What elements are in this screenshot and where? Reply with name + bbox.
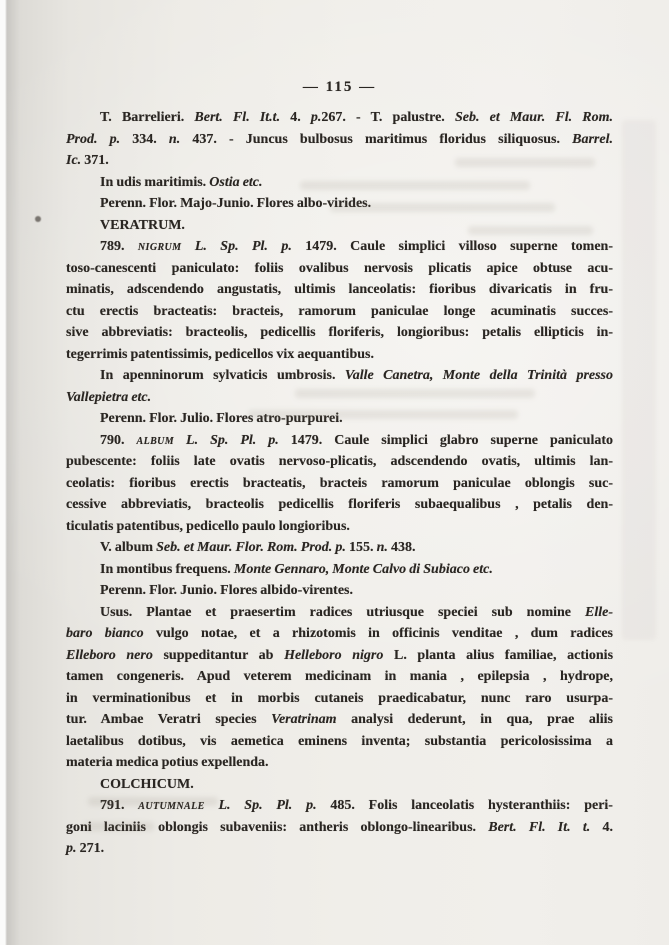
text-run: vulgo notae, et a rhizotomis in officinis venditae , dum radices [143,626,613,641]
text-run: 267. - T. palustre. [321,110,455,125]
text-run: 1479. Caule simplici villoso superne tomen- [291,239,613,254]
text-run: 4. [280,110,311,125]
text-run: VERATRUM. [100,217,185,233]
text-line [66,129,613,151]
text-line [66,365,613,387]
bleedthrough-smudge [84,822,154,831]
text-run: Ic. [66,153,82,168]
text-line [66,236,613,258]
text-run: Vallepietra etc. [66,389,152,405]
text-run: 371. [81,153,109,168]
page-number: — 115 — [302,79,377,95]
paragraph [66,430,613,538]
text-line [66,602,613,624]
text-run: 334. [120,131,169,147]
text-line [66,838,613,860]
text-run: Ostia etc. [209,174,263,190]
text-line [66,258,613,280]
text-line [66,537,613,559]
text-run: 790. [100,432,137,448]
text-run: V. album [100,540,157,555]
text-run: 4. [590,819,613,835]
text-run: autumnale [138,798,205,813]
text-run: Elleboro nero [66,647,153,663]
text-run: In montibus frequens. [100,561,234,577]
text-run: Prod. p. [66,131,121,147]
bleedthrough-smudge [88,797,218,806]
text-run: In apenninorum sylvaticis umbrosis. [100,368,345,383]
paragraph [66,774,613,796]
text-run: Monte Gennaro, Monte Calvo di Subiaco etc. [233,561,493,577]
text-run: Usus. Plantae et praesertim radices utriusque speciei sub nomine [100,604,585,620]
paragraph [66,537,613,559]
text-run: Seb. et Maur. Fl. Rom. [454,110,614,125]
text-run: L. Sp. Pl. [204,798,293,813]
text-run: pubescente: foliis late ovatis nervoso-plicatis, adscendendo ovatis, ultimis lan- [66,454,613,469]
text-run: ticulatis patentibus, pedicello paulo longioribus. [66,518,350,534]
text-run: tamen congeneris. Apud veterem medicinam in mania , epilepsia , hydrope, [66,669,613,684]
text-run: toso-canescenti paniculato: foliis ovalibus nervosis plicatis apice obtuse acu- [66,260,613,276]
text-run: In udis maritimis. [100,174,210,190]
text-run: T. Barrelieri. [100,110,195,125]
bleedthrough-smudge [455,158,595,167]
text-line [66,774,613,796]
text-line [66,430,613,452]
text-line [66,107,613,129]
text-line [66,688,613,710]
text-run: p. [310,110,322,125]
text-line [66,473,613,495]
text-line [66,559,613,581]
text-run: Helleboro nigro [284,647,384,663]
text-line [66,344,613,366]
paragraph [66,236,613,365]
bleedthrough-smudge [248,410,518,419]
paragraph [66,559,613,581]
text-line [66,666,613,688]
text-run: ctu erectis bracteatis: bracteis, ramorum paniculae longe acuminatis succes- [66,303,613,319]
bleedthrough-smudge [330,203,555,212]
text-run: nigrum [137,239,182,254]
text-run: 789. [100,239,138,254]
text-run: tegerrimis patentissimis, pedicellos vix aequantibus. [66,346,374,362]
bleedthrough-smudge [295,389,535,398]
text-run: album [136,432,175,448]
text-run: 271. [76,841,105,856]
paragraph [66,602,613,774]
text-run: p. [306,798,317,813]
text-run: Veratrinam [271,712,337,727]
text-line [66,322,613,344]
text-run: materia medica potius expellenda. [66,755,269,770]
text-run: 485. Folis lanceolatis hysteranthiis: peri- [316,798,613,813]
text-run: Valle Canetra, Monte della Trinità presso [344,368,614,383]
text-run: in verminationibus et in morbis cutaneis praedicabatur, nunc raro usurpa- [66,690,613,706]
text-line [66,516,613,538]
text-run: Elle- [585,604,613,620]
text-run: Seb. et Maur. Flor. Rom. Prod. p. [156,540,346,555]
text-run: suppeditantur ab [152,647,285,663]
text-run: Barrel. [572,131,613,147]
text-run: Bert. Fl. It.t. [194,110,281,125]
text-run: L. Sp. Pl. p. [174,432,279,448]
text-run [292,798,306,813]
text-line [66,279,613,301]
text-run: n. [376,540,388,555]
bleedthrough-column [622,120,656,640]
text-run: ceolatis: fioribus erectis bracteatis, bracteis ramorum paniculae oblongis suc- [66,475,613,491]
text-run: Perenn. Flor. Julio. Flores atro-purpurei. [100,411,343,426]
text-run: goni laciniis oblongis subaveniis: antheris oblongo-linearibus. [66,819,489,835]
bleedthrough-smudge [468,226,593,235]
text-run: COLCHICUM. [100,776,194,792]
text-run: 438. [387,540,416,555]
text-line [66,494,613,516]
text-line [66,645,613,667]
text-run: 1479. Caule simplici glabro superne paniculato [278,432,613,448]
text-run: p. [66,841,77,856]
text-run: 791. [100,798,139,813]
text-line [66,301,613,323]
text-run: 155. [345,540,377,555]
paragraph [66,580,613,602]
text-line [66,709,613,731]
text-run: Bert. Fl. It. t. [488,819,591,835]
text-run: 437. - Juncus bulbosus maritimus floridus siliquosus. [180,131,573,147]
text-run: baro bianco [66,626,144,641]
page-text [66,107,613,860]
text-line [66,752,613,774]
text-line [66,731,613,753]
ink-speck [35,216,41,222]
text-run: cessive abbreviatis, bracteolis pedicellis floriferis subaequalibus , petalis den- [66,497,613,512]
text-run: analysi dederunt, in qua, prae aliis [336,712,613,727]
paragraph [66,365,613,408]
text-run: sive abbreviatis: bracteolis, pedicellis floriferis, longioribus: petalis ellipticis in- [66,325,613,340]
text-run: L. planta alius familiae, actionis [383,647,614,663]
text-line [66,451,613,473]
text-run: minatis, adscendendo angustatis, ultimis lanceolatis: fioribus divaricatis in fru- [66,282,613,297]
text-run: L. Sp. Pl. p. [181,239,292,254]
text-line [66,623,613,645]
text-run: n. [168,131,181,147]
text-run: laetalibus dotibus, vis aemetica eminens inventa; substantia pericolosissima a [66,733,613,749]
text-run: Perenn. Flor. Junio. Flores albido-virentes. [100,583,353,598]
text-line [66,580,613,602]
bleedthrough-smudge [300,181,530,190]
text-run: tur. Ambae Veratri species [66,712,272,727]
text-run: Perenn. Flor. Majo-Junio. Flores albo-virides. [100,196,372,211]
